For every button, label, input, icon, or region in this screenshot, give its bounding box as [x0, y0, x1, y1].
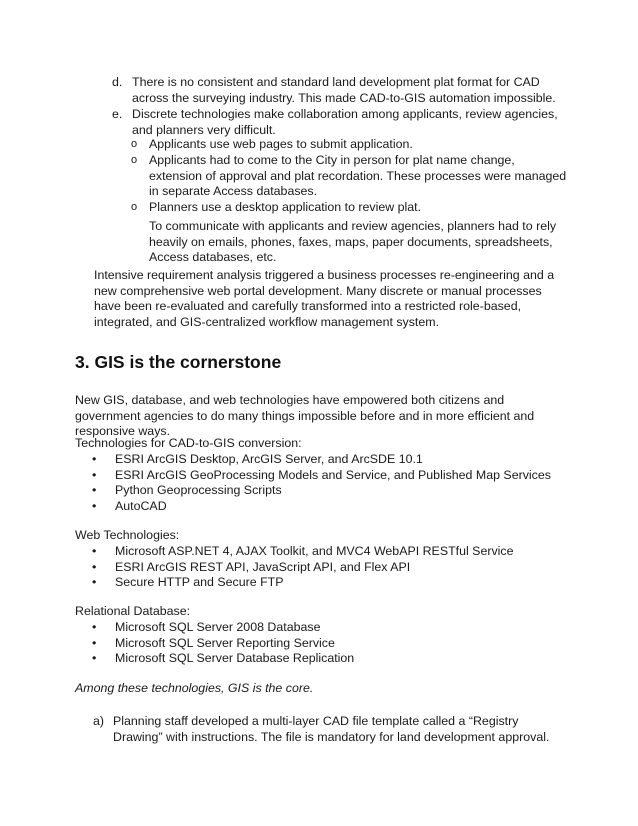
bullet-marker: •: [92, 651, 97, 666]
sub-list-item: [131, 153, 571, 200]
bullet-marker: •: [92, 498, 97, 513]
list-item: [92, 620, 572, 636]
bullet-marker: •: [92, 467, 97, 482]
list-item-text: Python Geoprocessing Scripts: [115, 483, 282, 498]
list-item: [92, 483, 572, 499]
intro-list: [112, 75, 562, 138]
list-item-text: Microsoft SQL Server Reporting Service: [115, 635, 335, 650]
bullet-marker: •: [92, 544, 97, 558]
list-item-text: Planning staff developed a multi-layer CAD file template called a “Registry Drawing” with instructions. The file is mandatory for land development approval.: [113, 714, 550, 744]
relational-database-list: [92, 620, 572, 667]
core-statement: Among these technologies, GIS is the core.: [75, 681, 314, 695]
bullet-marker: •: [92, 575, 97, 590]
list-marker: a): [93, 714, 105, 728]
bullet-marker: •: [92, 635, 97, 650]
list-item-text: AutoCAD: [115, 498, 167, 513]
sub-note-paragraph: To communicate with applicants and review agencies, planners had to rely heavily on emails, phones, faxes, maps, paper documents, spreadsheets, Access databases, etc.: [149, 219, 557, 265]
group-title-relational-database: Relational Database:: [75, 604, 191, 618]
list-item: [92, 468, 572, 484]
analysis-paragraph: Intensive requirement analysis triggered a business processes re-engineering and a new comprehensive web portal development. Many discrete or manual processes have been re-evaluated and carefully transformed into a restricted role-based, integrated, and GIS-centralized workflow management system.: [94, 268, 555, 329]
list-item: [92, 651, 572, 667]
list-item: [92, 575, 572, 591]
final-list: [93, 714, 563, 745]
list-item-e: [112, 107, 562, 138]
web-technologies-list: [92, 544, 572, 591]
list-item-text: There is no consistent and standard land development plat format for CAD across the surveying industry. This made CAD-to-GIS automation impossible.: [132, 75, 556, 105]
list-item-a: [93, 714, 563, 745]
list-item-text: Discrete technologies make collaboration among applicants, review agencies, and planners very difficult.: [132, 107, 558, 137]
list-item: [92, 636, 572, 652]
list-item-d: [112, 75, 562, 107]
sub-list-marker: o: [131, 138, 138, 150]
list-marker: e.: [112, 107, 123, 121]
list-item-text: ESRI ArcGIS GeoProcessing Models and Service, and Published Map Services: [115, 467, 551, 482]
list-item: [92, 560, 572, 576]
bullet-marker: •: [92, 559, 97, 574]
list-marker: d.: [112, 75, 123, 89]
bullet-marker: •: [92, 452, 97, 466]
group-title-web-technologies: Web Technologies:: [75, 528, 180, 542]
sub-list-item: [131, 137, 571, 153]
sub-list-item-text: Applicants had to come to the City in person for plat name change, extension of approval and plat recordation. These processes were managed in separate Access databases.: [149, 153, 567, 199]
list-item-text: Microsoft ASP.NET 4, AJAX Toolkit, and MVC4 WebAPI RESTful Service: [115, 544, 514, 558]
sub-list-item-text: Planners use a desktop application to review plat.: [149, 200, 422, 214]
list-item-text: Microsoft SQL Server 2008 Database: [115, 620, 321, 634]
section-intro-paragraph: New GIS, database, and web technologies have empowered both citizens and government agencies to do many things impossible before and in more efficient and responsive ways.: [75, 393, 535, 439]
sub-list-marker: o: [131, 154, 138, 166]
sub-list-item-text: Applicants use web pages to submit application.: [149, 137, 413, 151]
bullet-marker: •: [92, 483, 97, 498]
cad-to-gis-list: [92, 452, 572, 514]
list-item-text: Microsoft SQL Server Database Replication: [115, 651, 355, 666]
group-title-cad-to-gis: Technologies for CAD-to-GIS conversion:: [75, 436, 302, 450]
list-item: [92, 499, 572, 515]
list-item: [92, 544, 572, 560]
list-item-text: ESRI ArcGIS Desktop, ArcGIS Server, and ArcSDE 10.1: [115, 452, 423, 466]
section-heading: 3. GIS is the cornerstone: [75, 352, 282, 372]
list-item-text: ESRI ArcGIS REST API, JavaScript API, and Flex API: [115, 559, 411, 574]
bullet-marker: •: [92, 620, 97, 634]
sub-list: [131, 137, 571, 216]
sub-list-item: [131, 200, 571, 216]
list-item: [92, 452, 572, 468]
sub-list-marker: o: [131, 201, 138, 213]
list-item-text: Secure HTTP and Secure FTP: [115, 575, 284, 590]
